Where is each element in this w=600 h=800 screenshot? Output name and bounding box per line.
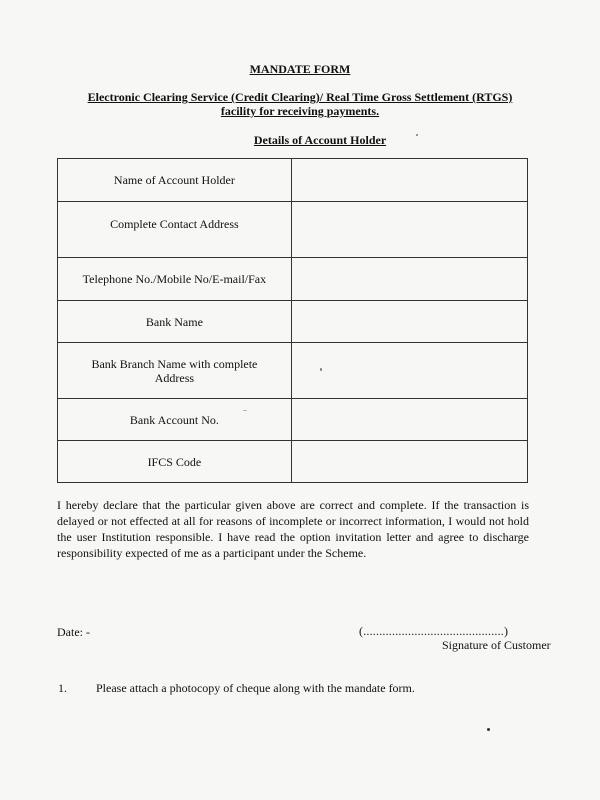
telephone-field[interactable] <box>291 258 527 301</box>
row-label-account-number: Bank Account No. <box>58 399 292 441</box>
row-label-ifcs-code: IFCS Code <box>58 441 292 483</box>
account-holder-field[interactable] <box>291 159 527 202</box>
scan-speck <box>243 410 247 411</box>
signature-caption: Signature of Customer <box>442 638 551 652</box>
signature-line[interactable]: (............................................) <box>359 624 509 638</box>
row-label-contact-address: Complete Contact Address <box>58 202 292 258</box>
scan-speck <box>487 728 490 731</box>
date-label: Date: - <box>57 625 90 639</box>
table-row <box>58 441 528 483</box>
row-label-branch-address: Bank Branch Name with complete Address <box>58 343 292 399</box>
account-number-field[interactable] <box>291 399 527 441</box>
table-row <box>58 399 528 441</box>
account-details-table <box>57 158 528 483</box>
scan-speck <box>416 134 418 136</box>
table-row <box>58 343 528 399</box>
form-subtitle: Electronic Clearing Service (Credit Clearing)/ Real Time Gross Settlement (RTGS) facility for receiving payments. <box>87 90 513 118</box>
table-row <box>58 159 528 202</box>
form-title: MANDATE FORM <box>249 62 351 76</box>
branch-address-field[interactable] <box>291 343 527 399</box>
contact-address-field[interactable] <box>291 202 527 258</box>
note-text: Please attach a photocopy of cheque along with the mandate form. <box>96 681 415 695</box>
ifcs-code-field[interactable] <box>291 441 527 483</box>
scan-speck <box>320 368 322 371</box>
table-row <box>58 258 528 301</box>
table-row <box>58 202 528 258</box>
table-row <box>58 301 528 343</box>
bank-name-field[interactable] <box>291 301 527 343</box>
note-number: 1. <box>58 681 67 695</box>
row-label-bank-name: Bank Name <box>58 301 292 343</box>
section-heading: Details of Account Holder <box>253 133 387 147</box>
row-label-telephone: Telephone No./Mobile No/E-mail/Fax <box>58 258 292 301</box>
declaration-text: I hereby declare that the particular given above are correct and complete. If the transaction is delayed or not effected at all for reasons of incomplete or incorrect information, I would not hold the user Institution responsible. I have read the option invitation letter and agree to discharge responsibility expected of me as a participant under the Scheme. <box>57 498 529 560</box>
row-label-account-holder: Name of Account Holder <box>58 159 292 202</box>
